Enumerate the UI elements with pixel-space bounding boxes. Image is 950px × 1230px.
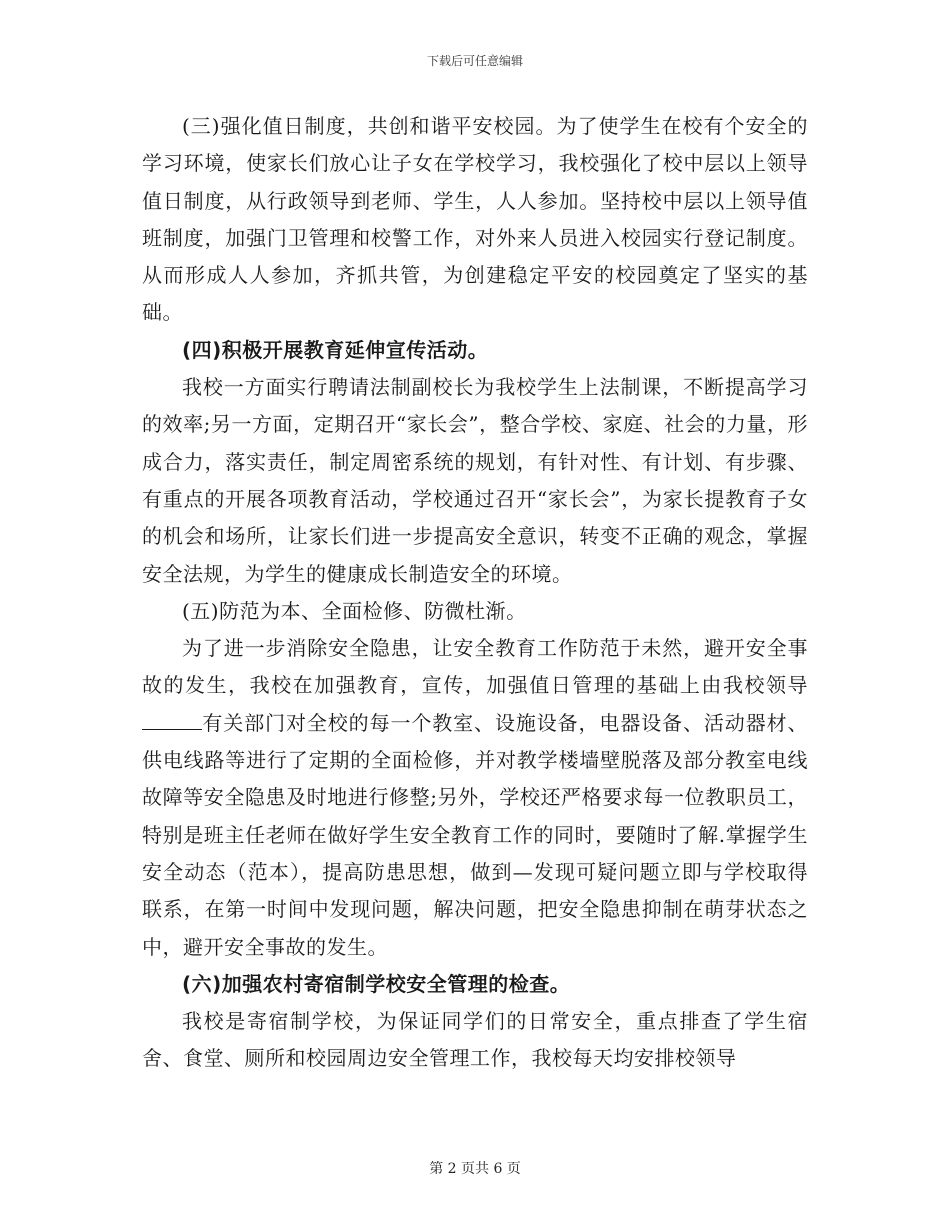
paragraph-prevention [142,630,808,966]
paragraph-prevention-part-2: 有关部门对全校的每一个教室、设施设备，电器设备、活动器材、供电线路等进行了定期的全面检修，并对教学楼墙壁脱落及部分教室电线故障等安全隐患及时地进行修整;另外，学校还严格要求每一位教职员工，特别是班主任老师在做好学生安全教育工作的同时，要随时了解.掌握学生安全动态（范本），提高防患思想，做到—发现可疑问题立即与学校取得联系，在第一时间中发现问题，解决问题，把安全隐患抑制在萌芽状态之中，避开安全事故的发生。 [142,710,808,959]
paragraph-duty-system: (三)强化值日制度，共创和谐平安校园。为了使学生在校有个安全的学习环境，使家长们放心让子女在学校学习，我校强化了校中层以上领导值日制度，从行政领导到老师、学生，人人参加。坚持校中层以上领导值班制度，加强门卫管理和校警工作，对外来人员进入校园实行登记制度。从而形成人人参加，齐抓共管，为创建稳定平安的校园奠定了坚实的基础。 [142,114,808,325]
document-body [142,108,808,1078]
paragraph-education-publicity: 我校一方面实行聘请法制副校长为我校学生上法制课，不断提高学习的效率;另一方面，定期召开“家长会”，整合学校、家庭、社会的力量，形成合力，落实责任，制定周密系统的规划，有针对性、有计划、有步骤、有重点的开展各项教育活动，学校通过召开“家长会”，为家长提教育子女的机会和场所，让家长们进一步提高安全意识，转变不正确的观念，掌握安全法规，为学生的健康成长制造安全的环境。 [142,375,808,586]
section-heading-boarding-school: (六)加强农村寄宿制学校安全管理的检查。 [182,971,571,996]
paragraph-prevention-part-1: 为了进一步消除安全隐患，让安全教育工作防范于未然，避开安全事故的发生，我校在加强教育，宣传，加强值日管理的基础上由我校领导 [142,636,808,698]
page-number: 第 2 页共 6 页 [429,1161,521,1177]
section-heading-education-publicity: (四)积极开展教育延伸宣传活动。 [182,337,489,362]
section-heading-prevention: (五)防范为本、全面检修、防微杜渐。 [182,598,527,623]
fill-in-blank [142,711,202,730]
page-header: 下载后可任意编辑 [426,54,523,68]
paragraph-boarding-school: 我校是寄宿制学校，为保证同学们的日常安全，重点排查了学生宿舍、食堂、厕所和校园周边安全管理工作，我校每天均安排校领导 [142,1009,808,1071]
